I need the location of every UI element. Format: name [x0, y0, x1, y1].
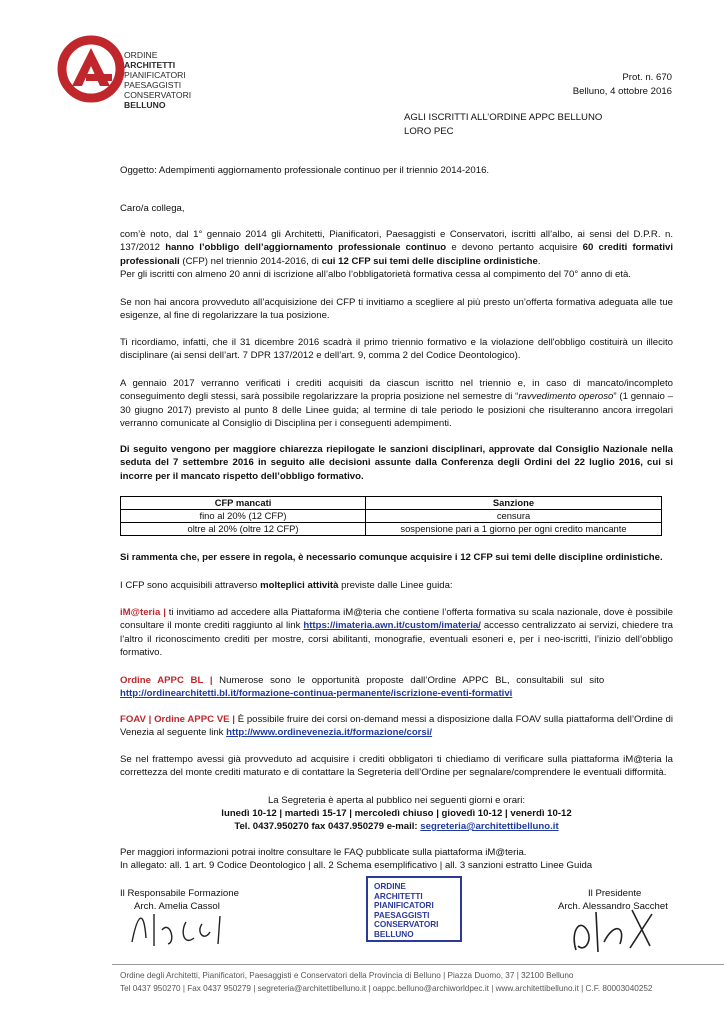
- footer-divider: [112, 964, 724, 965]
- stamp-line: CONSERVATORI: [374, 920, 439, 930]
- table-header: CFP mancati: [121, 497, 366, 510]
- stamp-line: ORDINE: [374, 882, 406, 891]
- text: (CFP) nel triennio 2014-2016, di: [179, 255, 322, 267]
- text: È possibile fruire dei corsi on-demand messi a disposizione dalla FOAV sulla piattaforma dell’Ordine di Venezia al seguente link: [120, 714, 673, 739]
- logo-line: ORDINE: [124, 50, 158, 60]
- text: accesso centralizzato ai servizi, chiedere tra l’altro il riconoscimento crediti per mostre, corsi abilitanti, monografie, eventuali esoneri e, per i neo-iscritti, l’inizio dell’obbligo formativo.: [120, 620, 674, 659]
- text-italic: ravvedimento operoso: [518, 391, 614, 403]
- sanctions-table: [120, 496, 662, 536]
- recipient-line: AGLI ISCRITTI ALL’ORDINE APPC BELLUNO: [404, 112, 603, 123]
- footer-address: Ordine degli Architetti, Pianificatori, Paesaggisti e Conservatori della Provincia di Belluno | Piazza Duomo, 37 | 32100 Belluno: [120, 971, 574, 980]
- reminder: Si rammenta che, per essere in regola, è necessario comunque acquisire i 12 CFP sui temi delle discipline ordinistiche.: [120, 552, 663, 563]
- stamp-line: PAESAGGISTI: [374, 910, 430, 920]
- text: I CFP sono acquisibili attraverso: [120, 580, 261, 591]
- section-label: FOAV | Ordine APPC VE |: [120, 714, 235, 725]
- foav-link[interactable]: http://www.ordinevenezia.it/formazione/corsi/: [226, 727, 433, 739]
- table-cell: censura: [366, 510, 662, 523]
- text: previste dalle Linee guida:: [338, 580, 453, 591]
- table-header-row: [121, 497, 662, 510]
- logo-line: ARCHITETTI: [124, 60, 176, 70]
- table-row: [121, 523, 662, 536]
- subject: Oggetto: Adempimenti aggiornamento professionale continuo per il triennio 2014-2016.: [120, 165, 490, 176]
- section-label: Ordine APPC BL |: [120, 675, 213, 686]
- signature-right-role: Il Presidente: [588, 888, 642, 899]
- text: A gennaio 2017 verranno verificati i crediti acquisiti da ciascun iscritto nel triennio e, in caso di mancato/incompleto conseguimento degli stessi, sarà possibile regolarizzare la propria posizione nel semestre di “: [120, 378, 673, 403]
- office-contacts: [120, 820, 673, 833]
- paragraph-invitation: Se non hai ancora provveduto all’acquisizione dei CFP ti invitiamo a scegliere al più presto un’offerta formativa adeguata alle tue esigenze, al fine di regolarizzare la tua posizione.: [120, 297, 673, 322]
- signature-right-name: Arch. Alessandro Sacchet: [558, 901, 668, 912]
- stamp: [366, 876, 462, 942]
- table-cell: fino al 20% (12 CFP): [121, 510, 366, 523]
- text-bold: cui 12 CFP sui temi delle discipline ordinistiche: [321, 255, 538, 267]
- place-date: Belluno, 4 ottobre 2016: [572, 86, 672, 97]
- table-row: [121, 510, 662, 523]
- text: Numerose sono le opportunità proposte dall’Ordine APPC BL, consultabili sul sito: [212, 675, 605, 686]
- imateria-link[interactable]: https://imateria.awn.it/custom/imateria/: [303, 620, 481, 632]
- footer-contacts: Tel 0437 950270 | Fax 0437 950279 | segreteria@architettibelluno.it | oappc.belluno@archiworldpec.it | www.architettibelluno.it | C.F. 80003040252: [120, 984, 653, 993]
- text: Tel. 0437.950270 fax 0437.950279 e-mail:: [234, 821, 421, 832]
- office-intro: La Segreteria è aperta al pubblico nei seguenti giorni e orari:: [267, 795, 526, 806]
- office-hours: lunedì 10-12 | martedì 15-17 | mercoledì chiuso | giovedì 10-12 | venerdì 10-12: [221, 808, 572, 819]
- faq-note: Per maggiori informazioni potrai inoltre consultare le FAQ pubblicate sulla piattaforma iM@teria.: [120, 847, 527, 858]
- text: e devono pertanto acquisire: [446, 242, 583, 254]
- stamp-line: ARCHITETTI: [374, 891, 423, 901]
- acquire-intro: [120, 579, 673, 592]
- logo-line: PAESAGGISTI: [124, 80, 182, 90]
- paragraph-obligation: [120, 228, 673, 282]
- text: .: [537, 255, 541, 267]
- stamp-line: PIANIFICATORI: [374, 901, 434, 911]
- logo-mark-icon: [56, 34, 126, 104]
- attachments: In allegato: all. 1 art. 9 Codice Deontologico | all. 2 Schema esemplificativo | all. 3 sanzioni estratto Linee Guida: [120, 860, 593, 871]
- logo-line: BELLUNO: [124, 100, 166, 110]
- paragraph-deadline: Ti ricordiamo, infatti, che il 31 dicembre 2016 scadrà il primo triennio formativo e la violazione dell'obbligo costituirà un illecito disciplinare (ai sensi dell’art. 7 DPR 137/2012 e dell’art. 9, comma 2 del Codice Deontologico).: [120, 337, 673, 362]
- signature-right-icon: [566, 902, 666, 958]
- paragraph-sanctions: Di seguito vengono per maggiore chiarezza riepilogate le sanzioni disciplinari, approvate dal Consiglio Nazionale nella seduta del 7 settembre 2016 in seguito alle decisioni assunte dalla Conferenza degli Ordini del 22 luglio 2016, cui si incorre per il mancato rispetto dell’obbligo formativo.: [120, 444, 673, 482]
- paragraph-imateria: [120, 606, 673, 660]
- logo-line: CONSERVATORI: [124, 90, 192, 100]
- paragraph-ordine: [120, 674, 673, 701]
- salutation: Caro/a collega,: [120, 203, 185, 214]
- paragraph-verification: [120, 377, 673, 431]
- text-bold: hanno l’obbligo dell’aggiornamento professionale continuo: [165, 242, 447, 254]
- logo-text: [124, 50, 191, 110]
- text-bold: 60 crediti formativi professionali: [120, 242, 673, 267]
- signature-left-name: Arch. Amelia Cassol: [134, 901, 220, 912]
- section-label: iM@teria |: [120, 607, 166, 618]
- ordine-link[interactable]: http://ordinearchitetti.bl.it/formazione-continua-permanente/iscrizione-eventi-formativi: [120, 688, 513, 700]
- paragraph-check: Se nel frattempo avessi già provveduto ad acquisire i crediti obbligatori ti chiediamo di verificare sulla piattaforma iM@teria la correttezza del monte crediti maturato e di contattare la Segreteria dell’Ordine per segnalare/comprendere le eventuali difformità.: [120, 754, 673, 779]
- text: Per gli iscritti con almeno 20 anni di iscrizione all’albo l’obbligatorietà formativa cessa al compimento del 70° anno di età.: [120, 269, 631, 281]
- signature-left-icon: [124, 902, 244, 952]
- logo: [56, 34, 126, 104]
- signature-left-role: Il Responsabile Formazione: [120, 888, 239, 899]
- protocol-number: Prot. n. 670: [622, 72, 672, 83]
- recipient-line: LORO PEC: [404, 126, 454, 137]
- table-cell: oltre al 20% (oltre 12 CFP): [121, 523, 366, 536]
- stamp-line: BELLUNO: [374, 929, 414, 939]
- text: com’è noto, dal 1° gennaio 2014 gli Architetti, Pianificatori, Paesaggisti e Conservatori, iscritti all’albo, ai sensi del D.P.R. n. 137/2012: [120, 229, 673, 254]
- paragraph-foav: [120, 713, 673, 740]
- text: ti invitiamo ad accedere alla Piattaforma iM@teria che contiene l’offerta formativa su scala nazionale, dove è possibile consultare il monte crediti raggiunto al link: [120, 607, 673, 632]
- table-header: Sanzione: [366, 497, 662, 510]
- email-link[interactable]: segreteria@architettibelluno.it: [420, 821, 559, 832]
- table-cell: sospensione pari a 1 giorno per ogni credito mancante: [366, 523, 662, 536]
- logo-line: PIANIFICATORI: [124, 70, 186, 80]
- text-bold: molteplici attività: [260, 580, 339, 591]
- text: ” (1 gennaio – 30 giugno 2017) previsto al punto 8 delle Linee guida; al termine di tale periodo le posizioni che risulteranno ancora irregolari verranno comunicate al Consiglio di Disciplina per i conseguenti adempimenti.: [120, 391, 673, 430]
